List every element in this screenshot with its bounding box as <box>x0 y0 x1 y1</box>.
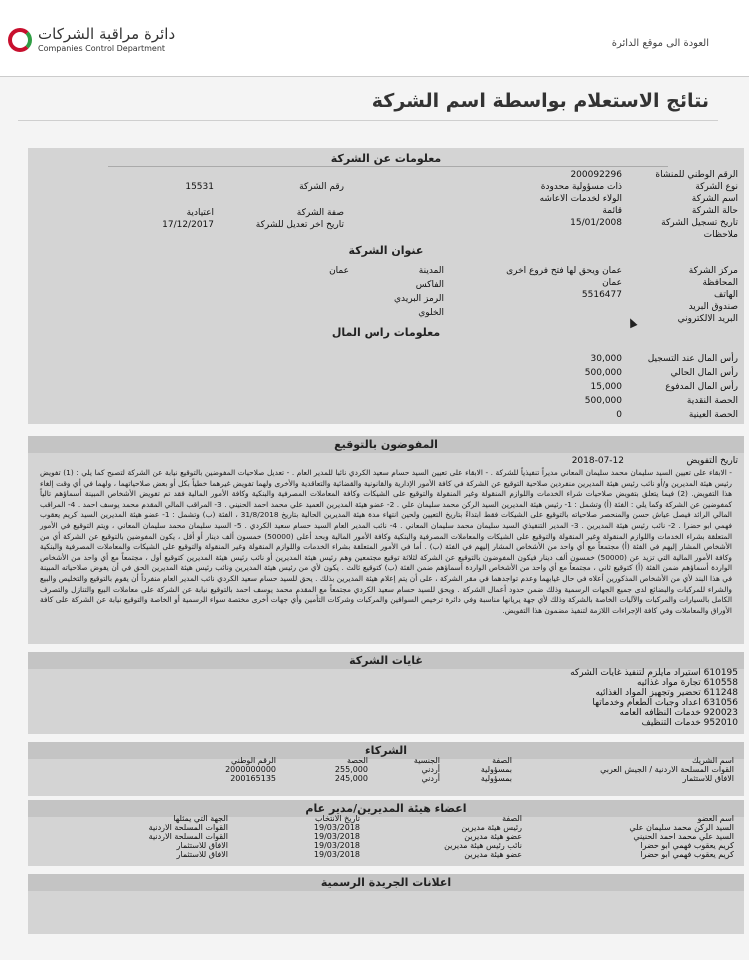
board-title: اعضاء هيئة المديرين/مدير عام <box>28 800 744 817</box>
table-row <box>130 765 740 774</box>
center-value: عمان ويحق لها فتح فروع اخرى <box>506 266 622 276</box>
address-title: عنوان الشركة <box>348 244 424 257</box>
cell: الافاق للاستثمار <box>682 774 734 783</box>
capital-label-2: رأس المال المدفوع <box>665 382 738 392</box>
table-header-row <box>72 814 740 823</box>
name-value: الولاء لخدمات الاعاشه <box>539 194 622 204</box>
reg-date-label: تاريخ تسجيل الشركة <box>661 218 738 228</box>
company-no-value: 15531 <box>185 182 214 192</box>
name-label: اسم الشركة <box>691 194 738 204</box>
objectives-panel <box>28 652 744 734</box>
objectives-title: غايات الشركة <box>28 652 744 669</box>
col-header: الصفة <box>492 756 512 765</box>
cell: الافاق للاستثمار <box>176 850 228 859</box>
governorate-value: عمان <box>602 278 622 288</box>
table-row <box>72 832 740 841</box>
col-header: الجنسية <box>413 756 440 765</box>
last-mod-value: 17/12/2017 <box>162 220 214 230</box>
cell: القوات المسلحة الاردنية / الجيش العربي <box>600 765 734 774</box>
type-value: ذات مسؤولية محدودة <box>540 182 622 192</box>
capital-value-3: 500,000 <box>584 396 622 406</box>
table-row <box>72 850 740 859</box>
notes-label: ملاحظات <box>703 230 738 240</box>
cell: نائب رئيس هيئة مديرين <box>444 841 522 850</box>
cell: أردني <box>421 774 440 783</box>
cell: بمسؤولية <box>480 774 512 783</box>
gazette-title: اعلانات الجريدة الرسمية <box>28 874 744 891</box>
capital-label-4: الحصة العينية <box>688 410 738 420</box>
table-row <box>72 841 740 850</box>
cell: عضو هيئة مديرين <box>464 832 522 841</box>
col-header: اسم العضو <box>697 814 734 823</box>
city-label: المدينة <box>418 266 444 276</box>
national-no-value: 200092296 <box>570 170 622 180</box>
cell: القوات المسلحة الاردنية <box>148 832 228 841</box>
back-to-site-link[interactable]: العودة الى موقع الدائرة <box>611 38 709 49</box>
board-panel <box>28 800 744 866</box>
status-label: حالة الشركة <box>691 206 738 216</box>
objective-item: 610195 استيراد مايلزم لتنفيذ غايات الشركه <box>570 668 738 678</box>
company-no-label: رقم الشركة <box>299 182 344 192</box>
partners-title: الشركاء <box>28 742 744 759</box>
cell: 19/03/2018 <box>313 850 360 859</box>
objective-item: 952010 خدمات التنظيف <box>641 718 738 728</box>
signatories-panel <box>28 436 744 644</box>
cell: أردني <box>421 765 440 774</box>
capital-label-3: الحصة النقدية <box>686 396 738 406</box>
pobox-label: صندوق البريد <box>688 302 738 312</box>
top-bar <box>0 0 749 77</box>
national-no-label: الرقم الوطني للمنشاة <box>655 170 738 180</box>
board-table <box>72 814 740 859</box>
cell: 245,000 <box>334 774 368 783</box>
col-header: اسم الشريك <box>692 756 734 765</box>
capital-value-1: 500,000 <box>584 368 622 378</box>
divider <box>108 166 668 167</box>
logo-english-text: Companies Control Department <box>38 44 166 53</box>
last-mod-label: تاريخ اخر تعديل للشركة <box>255 220 344 230</box>
col-header: الجهة التي يمثلها <box>173 814 228 823</box>
governorate-label: المحافظة <box>702 278 738 288</box>
table-header-row <box>130 756 740 765</box>
cell: 200165135 <box>230 774 276 783</box>
col-header: الرقم الوطني <box>230 756 276 765</box>
auth-date-label: تاريخ التفويض <box>686 456 738 466</box>
cell: بمسؤولية <box>480 765 512 774</box>
company-info-title: معلومات عن الشركة <box>330 152 442 165</box>
city-value: عمان <box>329 266 349 276</box>
objective-item: 610558 تجارة مواد غذائيه <box>636 678 738 688</box>
mobile-label: الخلوي <box>418 308 444 318</box>
col-header: الحصة <box>346 756 368 765</box>
table-row <box>72 823 740 832</box>
signatories-title: المفوضون بالتوقيع <box>28 436 744 453</box>
capital-value-2: 15,000 <box>590 382 622 392</box>
divider <box>18 120 718 121</box>
cell: 19/03/2018 <box>313 832 360 841</box>
cell: رئيس هيئة مديرين <box>461 823 522 832</box>
cell: 19/03/2018 <box>313 841 360 850</box>
cell: عضو هيئة مديرين <box>464 850 522 859</box>
signatories-text: - الابقاء على تعيين السيد سليمان محمد سليمان المعاني مديراً تنفيذياً للشركة . - الابقاء على تعيين السيد حسام سعيد الكردي نائبا للمدير العام . - تعديل صلاحيات المفوضين بالتوقيع نيابة عن الشركة لتصبح كما يلي : (1) تفويض رئيس هيئة المديرين و/أو نائب رئيس هيئة المديرين منفردين صلاحية التوقيع عن الشركة في كافة الأمور الإدارية والقانونية والقضائية والتعاقدية والأخرى ولهما تفويض غيرهما خطياً بكل أو بعض صلاحياتهما ، ولهما في أي وقت إلغاء هذا التفويض. (2) فيما يتعلق بتفويض صلاحيات شراء الخدمات واللوازم المنقولة وغير المنقولة والتوقيع على الشيكات وكافة المعاملات المصرفية والبنكية وكافة الأمور المالية فقد تم تفويض الأشخاص المبينة أسماؤهم تالياً كمفوضين عن الشركة وكما يلي : الفئة (أ) وتشمل : 1- رئيس هيئة المديرين السيد الركن محمد سليمان علي . 2- عضو هيئة المديرين العميد علي محمد احمد الحنيني . 3- المراقب المالي المقدم محمد يوسف احمد . 4- المراقب المالي الرائد فيصل عياش حسن والمنحصر صلاحياته بالتوقيع على الشيكات فقط ابتداءً بتاريخ التعيين ولحين انتهاء مدة هيئة المديرين الحالية بتاريخ 31/8/2018 ، الفئة (ب) وتشمل : 1- عضو هيئة المديرين السيد كريم يعقوب فهمي ابو حضرا . 2- نائب رئيس هيئة المديرين . 3- المدير التنفيذي السيد سليمان محمد سليمان المعاني . 4- نائب المدير العام السيد حسام سعيد الكردي . 5- السيد سليمان محمد سليمان المعاني ، ويتم التوقيع في الأمور المتعلقة بشراء الخدمات واللوازم المنقولة وغير المنقولة والتوقيع على الشيكات والمعاملات المصرفية والبنكية وكافة الأمور المالية وبحد أعلى (50000) خمسون ألف دينار أو أقل ، يكون المفوضين بالتوقيع عن الشركة أي من الأشخاص المشار إليهم في الفئة (أ) مجتمعاً مع أي واحد من الأشخاص المشار إليهم في الفئة (ب) . أما في الأمور المتعلقة بشراء الخدمات واللوازم المنقولة وغير المنقولة والتوقيع على الشيكات والمعاملات المصرفية والبنكية وكافة الأمور المالية التي تزيد عن (50000) خمسون ألف دينار فيكون المفوضون بالتوقيع عن الشركة لثلاثة توقيع مجتمعين وهم رئيس هيئة المديرين أو نائب رئيس هيئة المديرين كتوقيع أول ، مجتمعاً مع أي واحد من الأشخاص الواردة أسماؤهم ضمن الفئة (أ) كتوقيع ثاني ، مجتمعاً مع أي واحد من الأشخاص الواردة أسماؤهم ضمن الفئة (ب) كتوقيع ثالث . يكون لأي من رئيس هيئة المديرين ونائب رئيس هيئة المديرين الحق في أن يفوض صلاحياته المبينة في هذا البند لأي من الأشخاص المذكورين أعلاه في حال غيابهما وعدم تواجدهما في مقر الشركة ، على أن يتم إعلام هيئة المديرين بذلك . يحق للسيد حسام سعيد الكردي نائب المدير العام منفرداً أن يقوم بالتوقيع والتخليص والبيع والشراء للمركبات والبضائع لدى جميع الجهات الرسمية وذلك ضمن حدود أعمال الشركة . ويحق للسيد حسام سعيد الكردي مجتمعاً مع المقدم محمد يوسف احمد بالتوقيع نيابة عن الشركة على معاملات البيع والتنازل والتصرف الكامل بالسيارات والمركبات والآليات الخاصة بالشركة وذلك لأي جهة يريانها مناسبة وفي دائرة ترخيص السواقين والمركبات وشركات التأمين وأي جهات أخرى مختصة سواء الرسمية أو الخاصة والتوقيع نيابة عن الشركة على كافة الأوراق والمعاملات وفي كافة الإجراءات اللازمة لتنفيذ مضمون هذا التفويض. <box>40 468 733 615</box>
capital-title: معلومات راس المال <box>331 326 441 339</box>
cell: 2000000000 <box>225 765 276 774</box>
phone-label: الهاتف <box>714 290 738 300</box>
capital-value-0: 30,000 <box>590 354 622 364</box>
status-value: قائمة <box>602 206 622 216</box>
auth-date-value: 2018-07-12 <box>571 456 624 466</box>
partners-panel <box>28 742 744 796</box>
objective-item: 920023 خدمات النظافه العامه <box>619 708 738 718</box>
ccd-logo-icon <box>8 28 32 52</box>
logo-arabic-text: دائرة مراقبة الشركات <box>38 25 176 43</box>
col-header: الصفة <box>502 814 522 823</box>
partners-table <box>130 756 740 783</box>
gazette-panel <box>28 874 744 934</box>
email-label: البريد الالكتروني <box>677 314 738 324</box>
cell: القوات المسلحة الاردنية <box>148 823 228 832</box>
objective-item: 631056 اعداد وجبات الطعام وخدماتها <box>592 698 738 708</box>
type-label: نوع الشركة <box>695 182 738 192</box>
company-info-panel <box>28 148 744 424</box>
col-header: تاريخ الانتخاب <box>314 814 360 823</box>
nature-value: اعتيادية <box>186 208 214 218</box>
reg-date-value: 15/01/2008 <box>570 218 622 228</box>
nature-label: صفة الشركة <box>296 208 344 218</box>
objective-item: 611248 تحضير وتجهيز المواد الغذائيه <box>595 688 738 698</box>
cell: السيد الركن محمد سليمان علي <box>629 823 734 832</box>
fax-label: الفاكس <box>415 280 444 290</box>
cell: 255,000 <box>334 765 368 774</box>
capital-label-1: رأس المال الحالي <box>670 368 738 378</box>
cell: السيد علي محمد احمد الحنيني <box>633 832 734 841</box>
capital-value-4: 0 <box>616 410 622 420</box>
phone-value: 5516477 <box>581 290 622 300</box>
cell: كريم يعقوب فهمي ابو حضرا <box>640 850 734 859</box>
postal-label: الرمز البريدي <box>393 294 444 304</box>
capital-label-0: رأس المال عند التسجيل <box>647 354 738 364</box>
page-title: نتائج الاستعلام بواسطة اسم الشركة <box>371 90 709 112</box>
cell: كريم يعقوب فهمي ابو حضرا <box>640 841 734 850</box>
table-row <box>130 774 740 783</box>
cell: الافاق للاستثمار <box>176 841 228 850</box>
center-label: مركز الشركة <box>688 266 738 276</box>
cell: 19/03/2018 <box>313 823 360 832</box>
